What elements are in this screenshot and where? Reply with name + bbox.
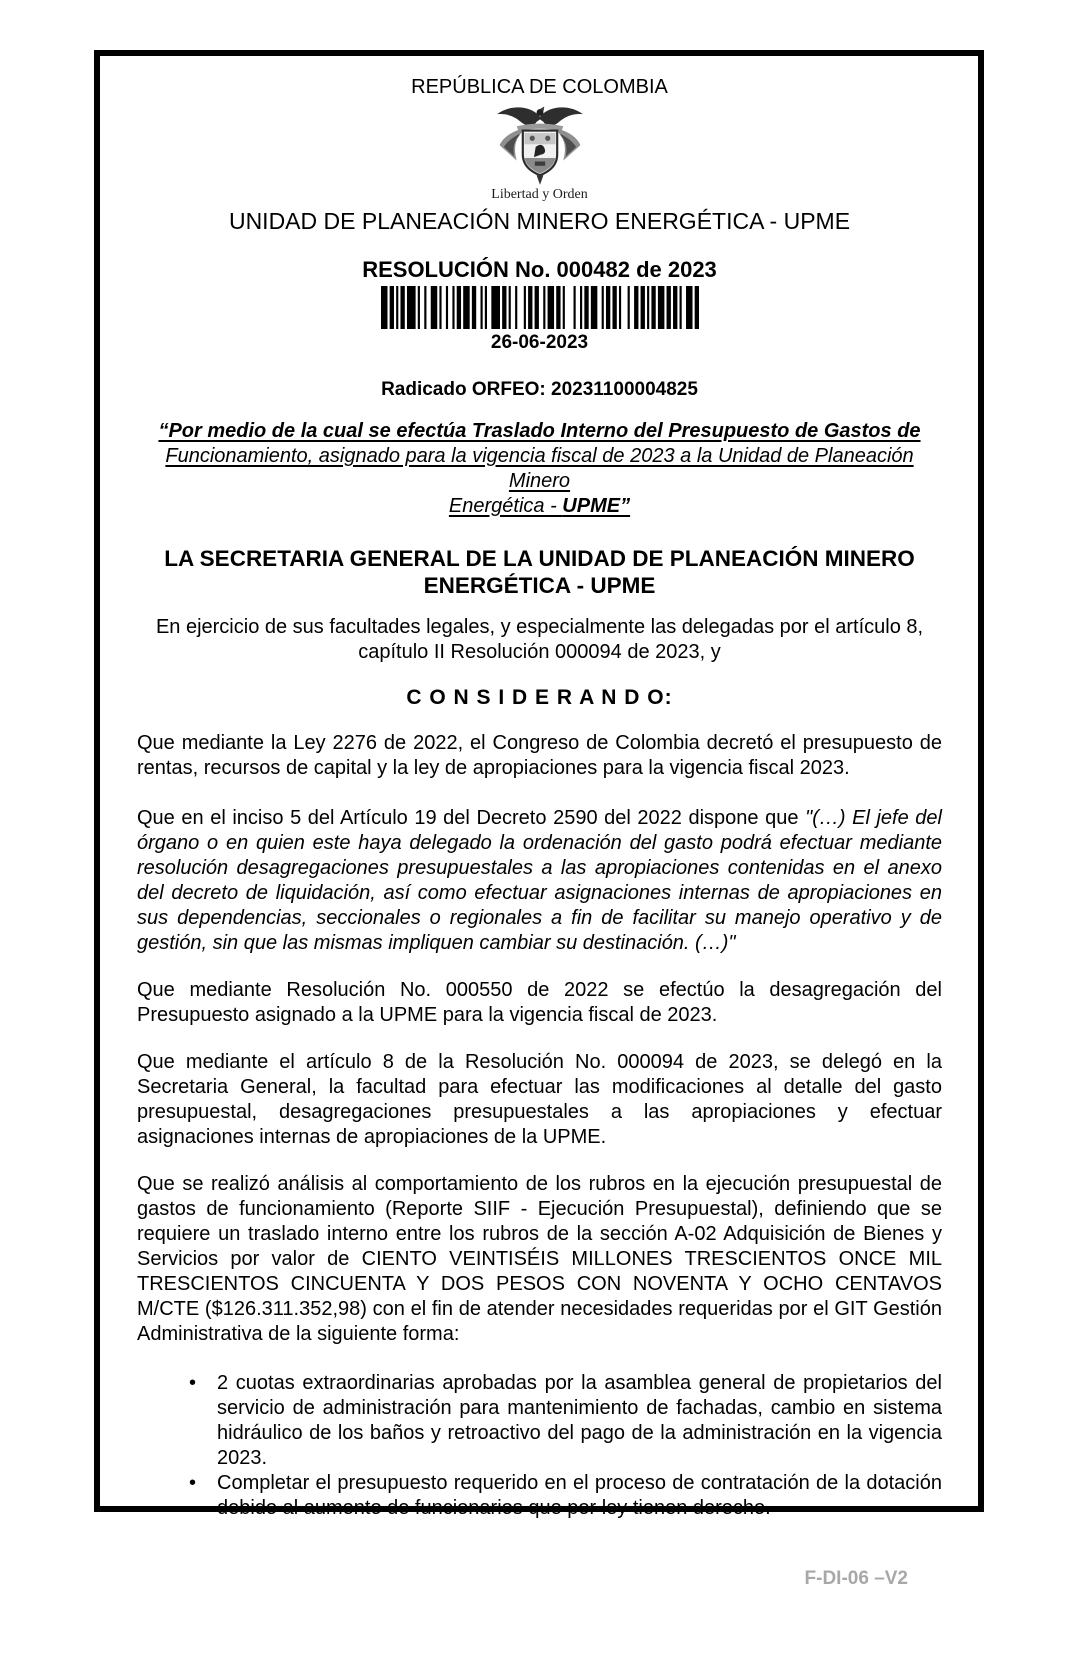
subject-line-3: Energética - UPME” [448,495,631,517]
paragraph-resolucion-550: Que mediante Resolución No. 000550 de 2022 se efectúo la desagregación del Presupuesto asignado a la UPME para la vigencia fiscal de 2023. [137,979,942,1026]
needs-list [137,1371,942,1521]
paragraph-ley-2276: Que mediante la Ley 2276 de 2022, el Congreso de Colombia decretó el presupuesto de rentas, recursos de capital y la ley de apropiaciones para la vigencia fiscal 2023. [137,732,942,779]
preamble-text: En ejercicio de sus facultades legales, y especialmente las delegadas por el artículo 8, capítulo II Resolución 000094 de 2023, y [155,616,924,663]
paragraph-decreto-quote: "(…) El jefe del órgano o en quien este haya delegado la ordenación del gasto podrá efectuar mediante resolución desagregaciones presupuestales a las apropiaciones contenidas en el anexo del decreto de liquidación, así como efectuar asignaciones internas de apropiaciones en sus dependencias, seccionales o regionales a fin de facilitar su manejo operativo y de gestión, sin que las mismas impliquen cambiar su destinación. (…)" [137,807,942,954]
resolution-subject [137,419,942,519]
coat-of-arms [137,103,942,203]
entity-name: UNIDAD DE PLANEACIÓN MINERO ENERGÉTICA - UPME [228,208,851,234]
paragraph-analisis-rubros: Que se realizó análisis al comportamiento de los rubros en la ejecución presupuestal de gastos de funcionamiento (Reporte SIIF - Ejecución Presupuestal), definiendo que se requiere un traslado interno entre los rubros de la sección A-02 Adquisición de Bienes y Servicios por valor de CIENTO VEINTISÉIS MILLONES TRESCIENTOS ONCE MIL TRESCIENTOS CINCUENTA Y DOS PESOS CON NOVENTA Y OCHO CENTAVOS M/CTE ($126.311.352,98) con el fin de atender necesidades requeridas por el GIT Gestión Administrativa de la siguiente forma: [137,1173,942,1345]
subject-line-2: Funcionamiento, asignado para la vigencia fiscal de 2023 a la Unidad de Planeación Minero [165,445,914,492]
list-item: • 2 cuotas extraordinarias aprobadas por la asamblea general de propietarios del servicio de administración para mantenimiento de fachadas, cambio en sistema hidráulico de los baños y retroactivo del pago de la administración en la vigencia 2023. [217,1371,942,1471]
barcode [381,286,699,329]
resolution-title: RESOLUCIÓN No. 000482 de 2023 [362,257,717,282]
resolution-date: 26-06-2023 [490,332,589,353]
form-code: F-DI-06 –V2 [804,1568,908,1589]
emblem-motto: Libertad y Orden [491,187,588,202]
radicado-number: Radicado ORFEO: 20231100004825 [381,379,698,400]
resolution-document [94,50,984,1519]
paragraph-decreto-intro: Que en el inciso 5 del Artículo 19 del Decreto 2590 del 2022 dispone que [137,807,806,829]
considering-heading: C O N S I D E R A N D O: [406,686,673,709]
barcode-svg [381,286,699,329]
paragraph-resolucion-094: Que mediante el artículo 8 de la Resolución No. 000094 de 2023, se delegó en la Secretaria General, la facultad para efectuar las modificaciones al detalle del gasto presupuestal, desagregaciones presupuestales a las apropiaciones y efectuar asignaciones internas de apropiaciones de la UPME. [137,1051,942,1148]
list-item: • Completar el presupuesto requerido en el proceso de contratación de la dotación debido al aumento de funcionarios que por ley tienen derecho. [217,1471,942,1521]
republic-title: REPÚBLICA DE COLOMBIA [411,76,668,98]
subject-line-1: “Por medio de la cual se efectúa Traslado Interno del Presupuesto de Gastos de [158,420,921,442]
issuer-heading: LA SECRETARIA GENERAL DE LA UNIDAD DE PLANEACIÓN MINERO ENERGÉTICA - UPME [164,546,915,598]
paragraph-decreto-2590 [137,806,942,956]
coat-of-arms-icon [488,103,592,189]
